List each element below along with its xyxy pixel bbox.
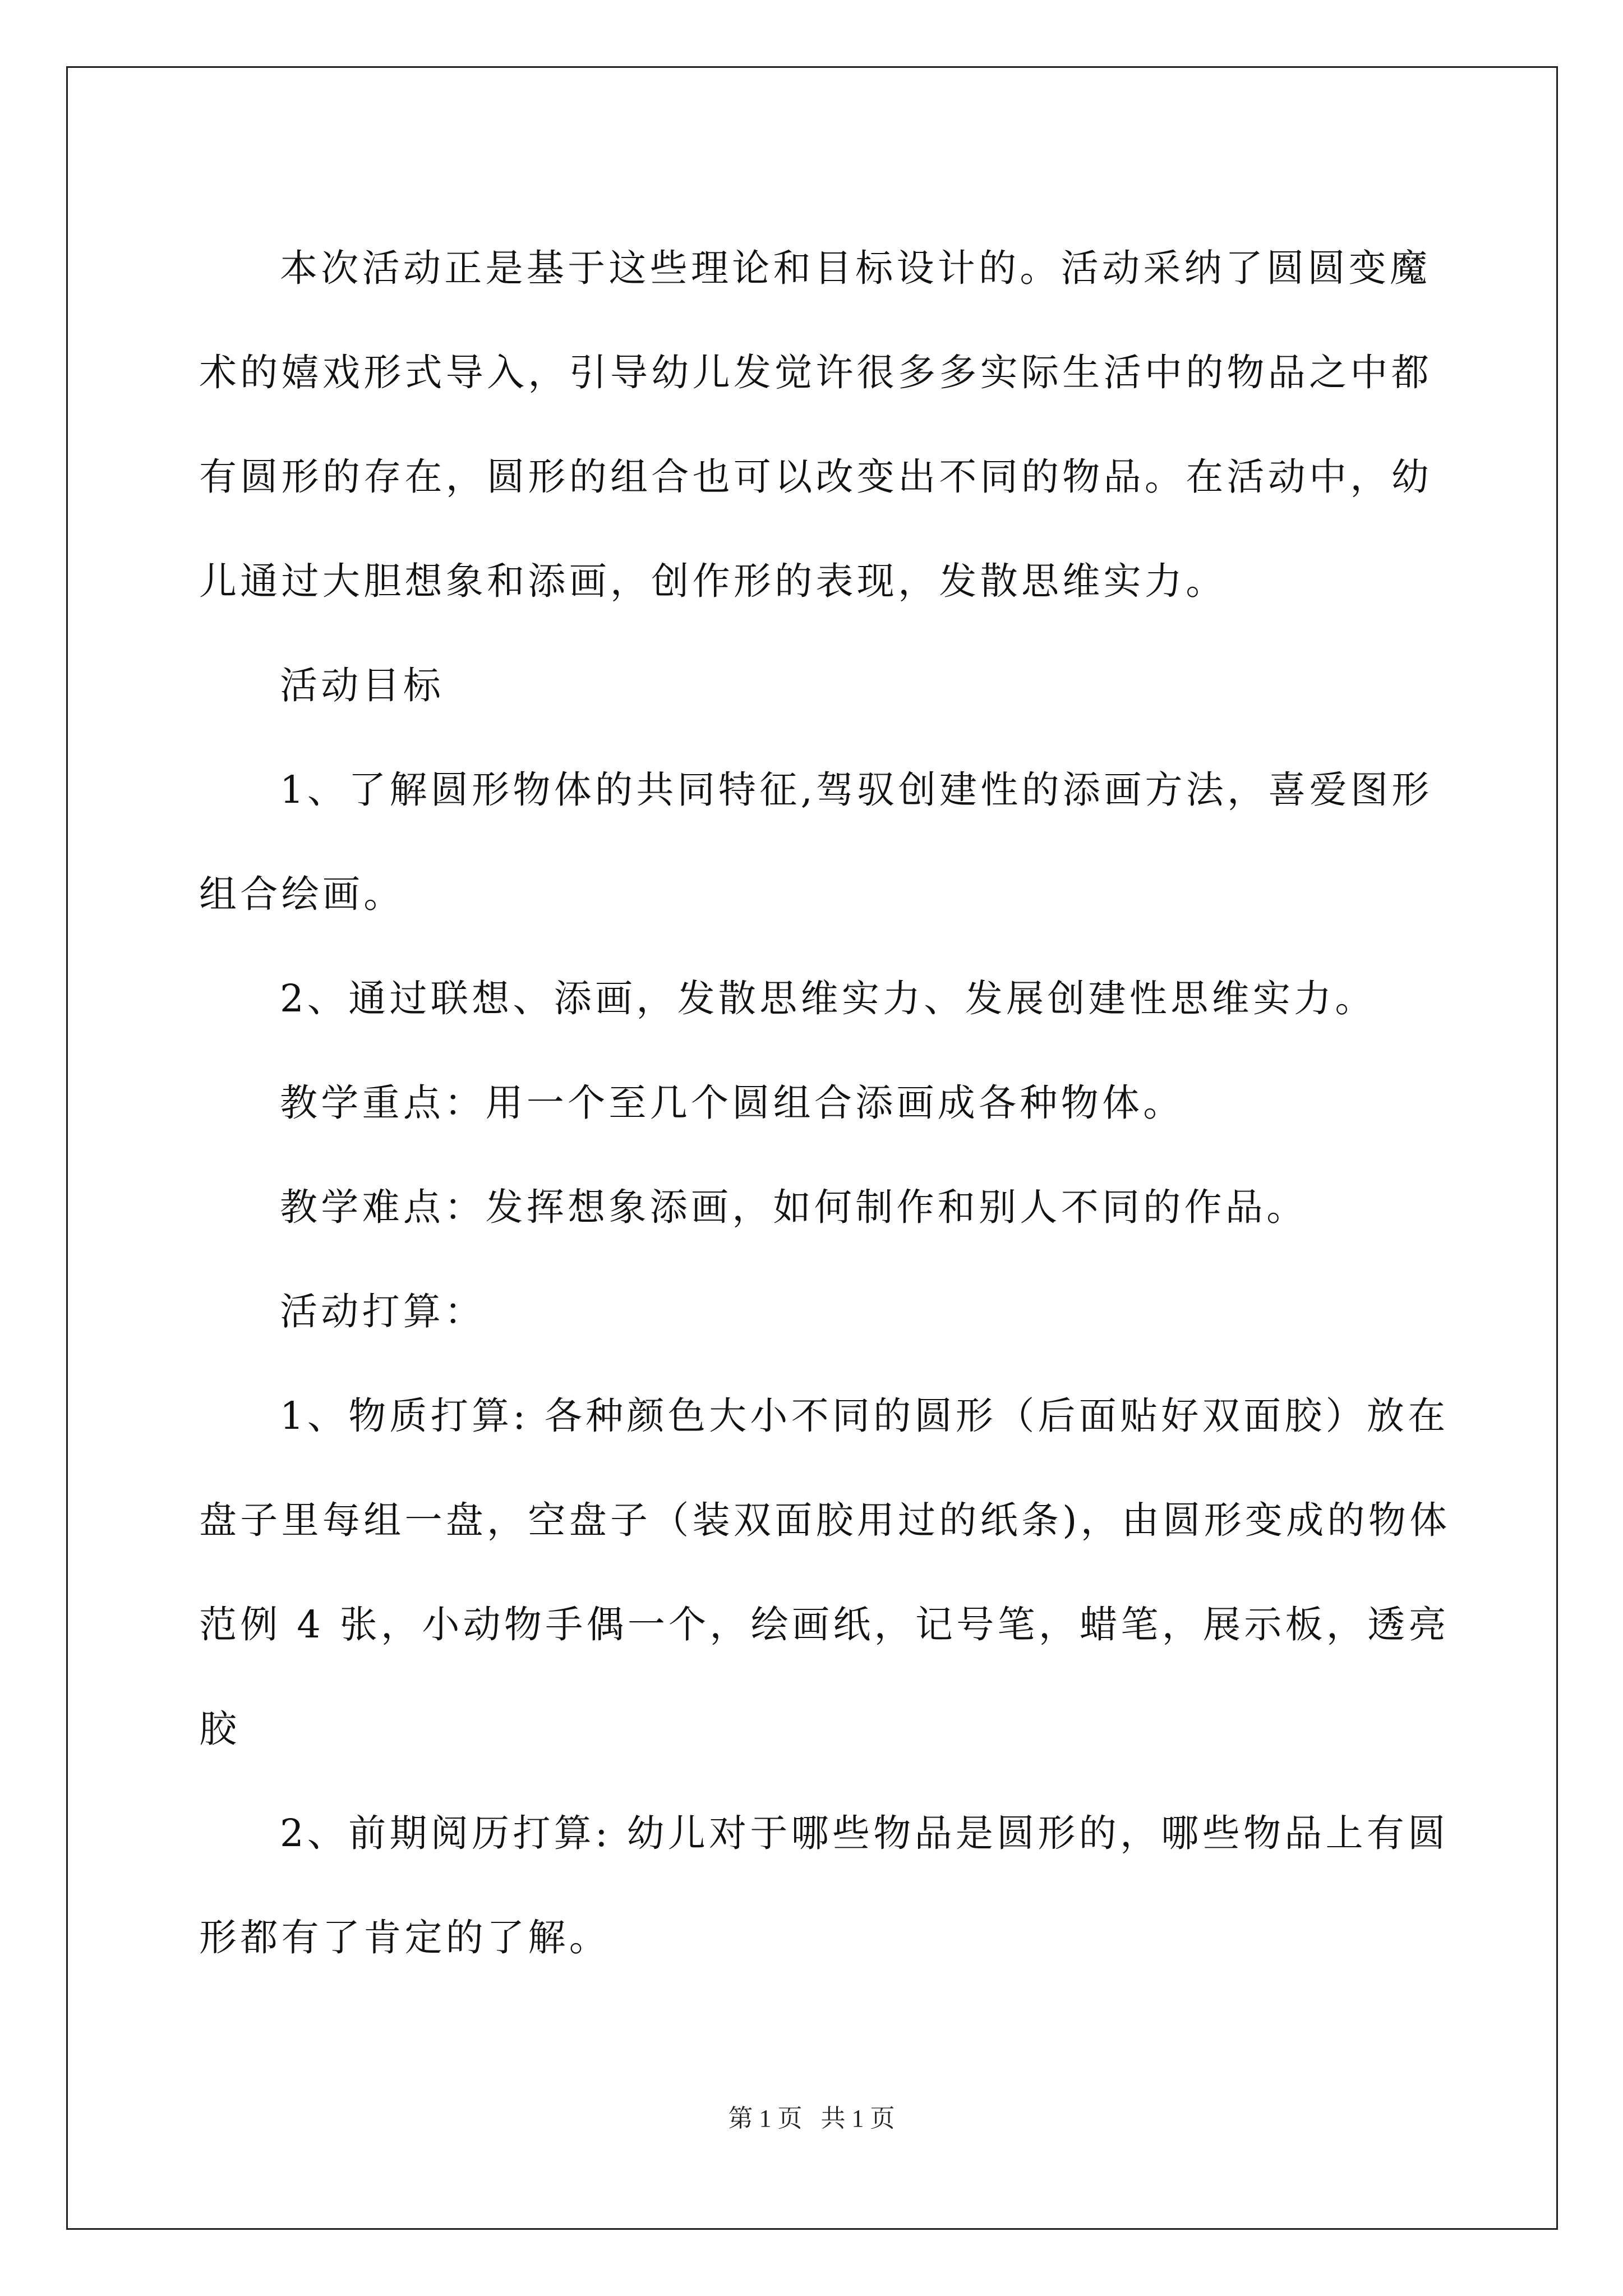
section-heading-preparation: 活动打算： <box>280 1290 486 1333</box>
document-body <box>199 216 1451 1990</box>
paragraph-line: 1、了解圆形物体的共同特征,驾驭创建性的添画方法，喜爱图形 <box>280 768 1433 812</box>
paragraph-line: 有圆形的存在，圆形的组合也可以改变出不同的物品。在活动中，幼 <box>199 455 1432 499</box>
paragraph-line: 2、前期阅历打算: 幼儿对于哪些物品是圆形的，哪些物品上有圆 <box>280 1811 1449 1855</box>
paragraph-line: 本次活动正是基于这些理论和目标设计的。活动采纳了圆圆变魔 <box>280 246 1431 290</box>
paragraph-line: 术的嬉戏形式导入，引导幼儿发觉许很多多实际生活中的物品之中都 <box>199 351 1432 394</box>
paragraph-line: 儿通过大胆想象和添画，创作形的表现，发散思维实力。 <box>199 559 1227 603</box>
teaching-difficulty: 教学难点：发挥想象添画，如何制作和别人不同的作品。 <box>280 1185 1308 1229</box>
paragraph-line: 范例 4 张，小动物手偶一个，绘画纸，记号笔，蜡笔，展示板，透亮 <box>199 1603 1450 1646</box>
page-number-footer: 第 1 页 共 1 页 <box>728 2105 895 2132</box>
paragraph-line: 2、通过联想、添画，发散思维实力、发展创建性思维实力。 <box>280 977 1376 1020</box>
paragraph-line: 胶 <box>199 1707 241 1751</box>
paragraph-line: 形都有了肯定的了解。 <box>199 1916 610 1959</box>
paragraph-line: 组合绘画。 <box>199 872 405 916</box>
teaching-focus: 教学重点：用一个至几个圆组合添画成各种物体。 <box>280 1081 1184 1125</box>
section-heading-goals: 活动目标 <box>280 664 445 707</box>
paragraph-line: 1、物质打算: 各种颜色大小不同的圆形（后面贴好双面胶）放在 <box>280 1394 1449 1438</box>
paragraph-line: 盘子里每组一盘，空盘子（装双面胶用过的纸条)，由圆形变成的物体 <box>199 1498 1451 1542</box>
